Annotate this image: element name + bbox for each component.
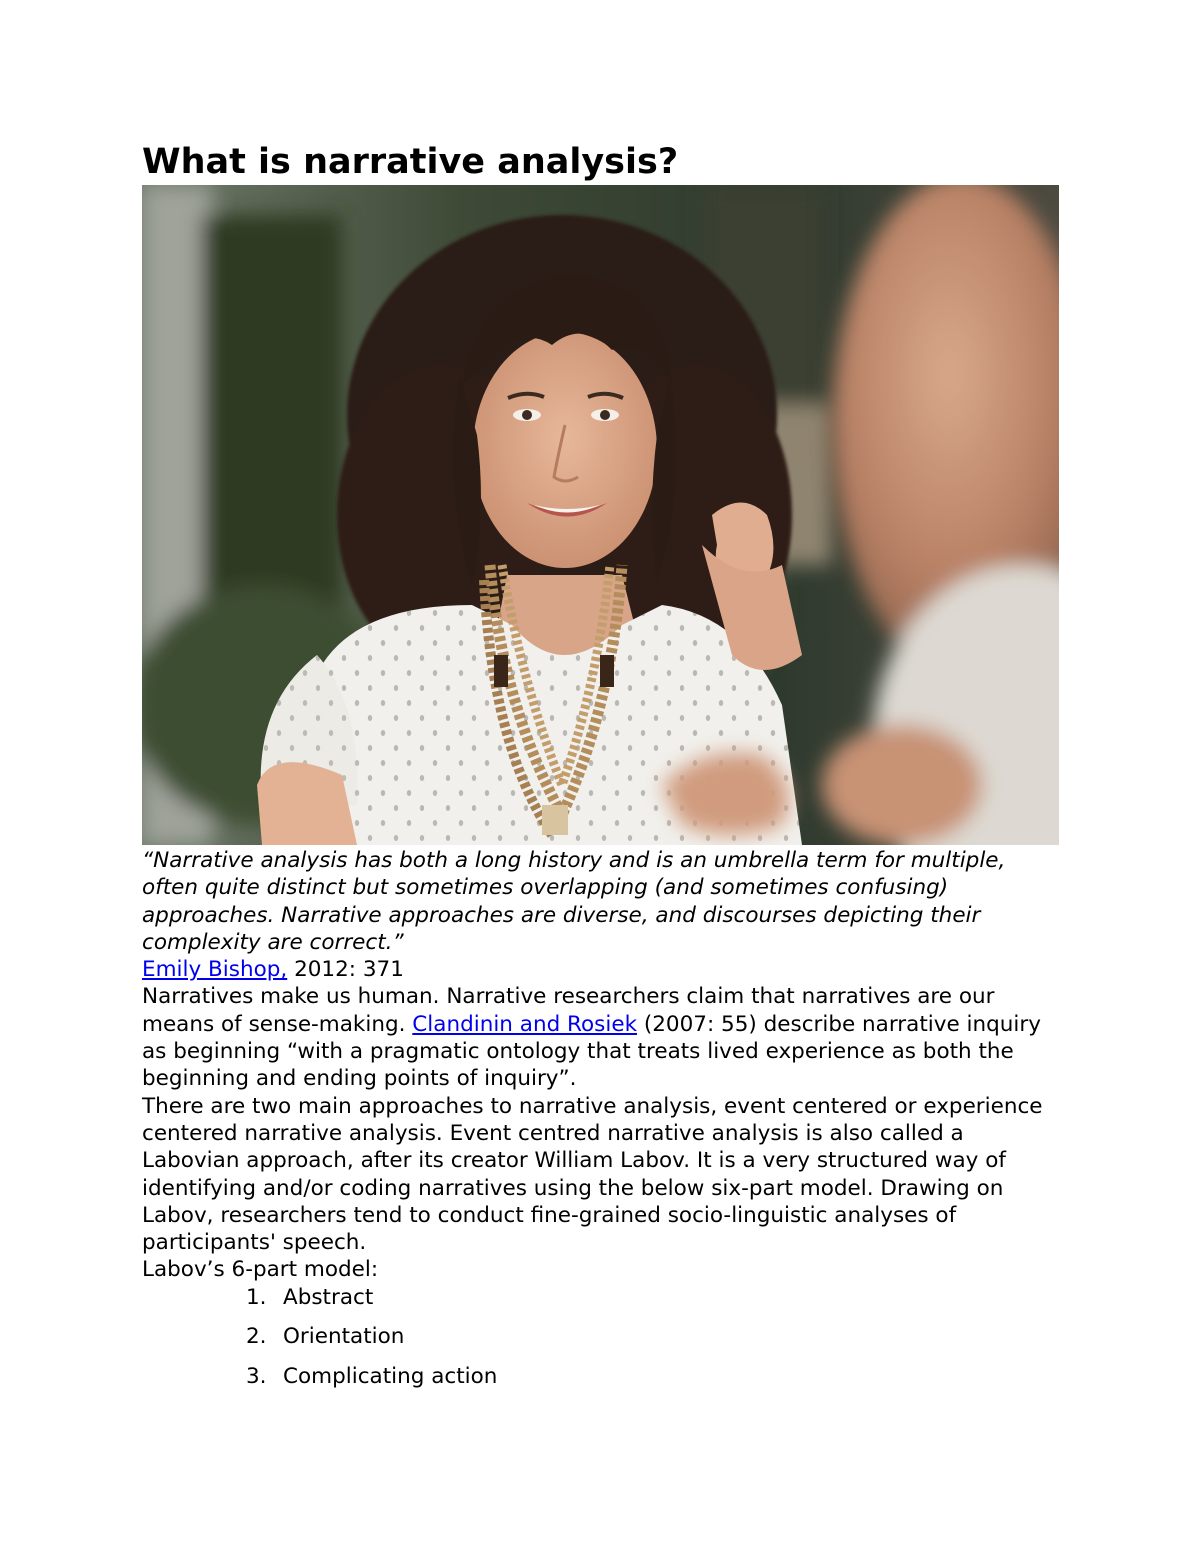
list-item-number: 2. xyxy=(246,1324,267,1350)
list-item xyxy=(142,1363,1062,1403)
list-heading: Labov’s 6-part model: xyxy=(142,1257,379,1283)
list-item xyxy=(142,1284,1062,1324)
list-item xyxy=(142,1323,1062,1363)
interview-photo xyxy=(142,185,1059,845)
list-item-label: Abstract xyxy=(283,1284,374,1310)
list-item-number: 3. xyxy=(246,1363,267,1389)
citation xyxy=(142,956,1062,983)
clandinin-rosiek-link[interactable]: Clandinin and Rosiek xyxy=(412,1011,638,1037)
labov-model-list xyxy=(142,1284,1062,1403)
page-title: What is narrative analysis? xyxy=(142,142,679,182)
list-item-label: Complicating action xyxy=(283,1363,498,1389)
paragraph-text: Narratives make us human. Narrative researchers claim that narratives are our means of sense-making. xyxy=(142,984,995,1037)
document-page xyxy=(142,140,1062,1402)
paragraph-approaches: There are two main approaches to narrative analysis, event centered or experience centered narrative analysis. Event centred narrative analysis is also called a Labovian approach, after its creator William Labov. It is a very structured way of identifying and/or coding narratives using the below six-part model. Drawing on Labov, researchers tend to conduct fine-grained socio-linguistic analyses of participants' speech. xyxy=(142,1093,1043,1256)
paragraph-text: (2007: 55) describe narrative inquiry as beginning “with a pragmatic ontology that treats lived experience as both the beginning and ending points of inquiry”. xyxy=(142,1011,1041,1092)
citation-year: 2012: 371 xyxy=(287,957,404,983)
emily-bishop-link[interactable]: Emily Bishop, xyxy=(142,957,288,983)
paragraph-sense-making xyxy=(142,983,1062,1092)
narrative-quote: “Narrative analysis has both a long history and is an umbrella term for multiple, often quite distinct but sometimes overlapping (and sometimes confusing) approaches. Narrative approaches are diverse, and discourses depicting their complexity are correct.” xyxy=(142,848,1006,955)
list-item-number: 1. xyxy=(246,1284,267,1310)
list-item-label: Orientation xyxy=(283,1324,405,1350)
